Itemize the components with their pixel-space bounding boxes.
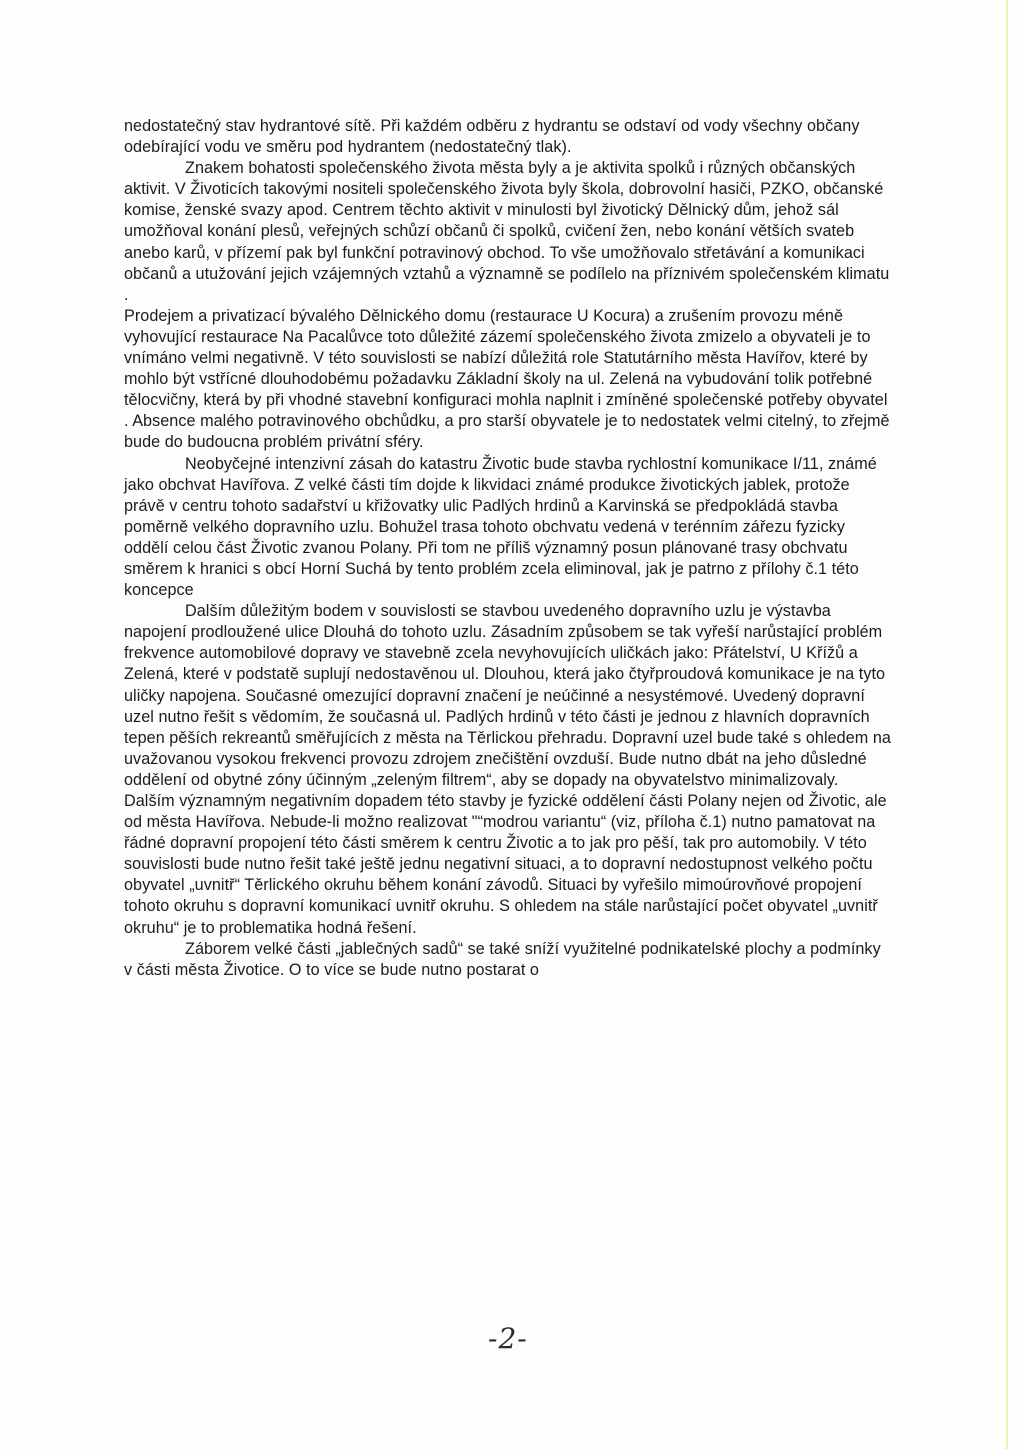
page-number: -2- <box>488 1322 528 1355</box>
paragraph-3: Prodejem a privatizací bývalého Dělnického domu (restaurace U Kocura) a zrušením provozu méně vyhovující restaurace Na Pacalůvce toto důležité zázemí společenského života zmizelo a obyvateli je to vnímáno velmi negativně. V této souvislosti se nabízí důležitá role Statutárního města Havířov, které by mohlo být vstřícné dlouhodobému požadavku Základní školy na ul. Zelená na vybudování tolik potřebné tělocvičny, která by při vhodné stavební konfiguraci mohla naplnit i zmíněné společenské potřeby obyvatel . Absence malého potravinového obchůdku, a pro starší obyvatele je to nedostatek velmi citelný, to zřejmě bude do budoucna problém privátní sféry. <box>124 306 890 452</box>
scan-edge-line <box>1006 0 1008 1449</box>
paragraph-2: Znakem bohatosti společenského života města byly a je aktivita spolků i různých občanských aktivit. V Životicích takovými nositeli společenského života byly škola, dobrovolní hasiči, PZKO, občanské komise, ženské svazy apod. Centrem těchto aktivit v minulosti byl životický Dělnický dům, jehož sál umožňoval konání plesů, veřejných schůzí občanů či spolků, cvičení žen, nebo konání větších svateb anebo karů, v přízemí pak byl funkční potravinový obchod. To vše umožňovalo střetávání a komunikaci občanů a utužování jejich vzájemných vztahů a významně se podílelo na příznivém společenském klimatu . <box>124 159 890 304</box>
paragraph-6: Záborem velké části „jablečných sadů“ se také sníží využitelné podnikatelské plochy a podmínky v části města Životice. O to více se bude nutno postarat o <box>124 939 881 979</box>
paragraph-5: Dalším důležitým bodem v souvislosti se stavbou uvedeného dopravního uzlu je výstavba napojení prodloužené ulice Dlouhá do tohoto uzlu. Zásadním způsobem se tak vyřeší narůstající problém frekvence automobilové dopravy ve stavebně zcela nevyhovujících uličkách jako: Přátelství, U Křížů a Zelená, které v podstatě suplují nedostavěnou ul. Dlouhou, která jako čtyřproudová komunikace je na tyto uličky napojena. Současné omezující dopravní značení je neúčinné a nesystémové. Uvedený dopravní uzel nutno řešit s vědomím, že současná ul. Padlých hrdinů v této části je jednou z hlavních dopravních tepen pěších rekreantů směřujících z města na Těrlickou přehradu. Dopravní uzel bude také s ohledem na uvažovanou vysokou frekvenci provozu zdrojem znečištění ovzduší. Bude nutno dbát na jeho důsledné oddělení od obytné zóny účinným „zeleným filtrem“, aby se dopady na obyvatelstvo minimalizovaly. Dalším významným negativním dopadem této stavby je fyzické oddělení části Polany nejen od Životic, ale od města Havířova. Nebude-li možno realizovat "“modrou variantu“ (viz, příloha č.1) nutno pamatovat na řádné dopravní propojení této části směrem k centru Životic a to jak pro pěší, tak pro automobily. V této souvislosti bude nutno řešit také ještě jednu negativní situaci, a to dopravní nedostupnost velkého počtu obyvatel „uvnitř“ Těrlického okruhu během konání závodů. Situaci by vyřešilo mimoúrovňové propojení tohoto okruhu s dopravní komunikací uvnitř okruhu. S ohledem na stále narůstající počet obyvatel „uvnitř okruhu“ je to problematika hodná řešení. <box>124 602 891 937</box>
document-body <box>124 116 892 981</box>
paragraph-1: nedostatečný stav hydrantové sítě. Při každém odběru z hydrantu se odstaví od vody všechny občany odebírající vodu ve směru pod hydrantem (nedostatečný tlak). <box>124 117 860 157</box>
paragraph-4: Neobyčejné intenzivní zásah do katastru Životic bude stavba rychlostní komunikace I/11, známé jako obchvat Havířova. Z velké části tím dojde k likvidaci známé produkce životických jablek, protože právě v centru tohoto sadařství u křižovatky ulic Padlých hrdinů a Karvinská se předpokládá stavba poměrně velkého dopravního uzlu. Bohužel trasa tohoto obchvatu vedená v terénním zářezu fyzicky oddělí celou část Životic zvanou Polany. Při tom ne příliš významný posun plánované trasy obchvatu směrem k hranici s obcí Horní Suchá by tento problém zcela eliminoval, jak je patrno z přílohy č.1 této koncepce <box>124 454 877 600</box>
